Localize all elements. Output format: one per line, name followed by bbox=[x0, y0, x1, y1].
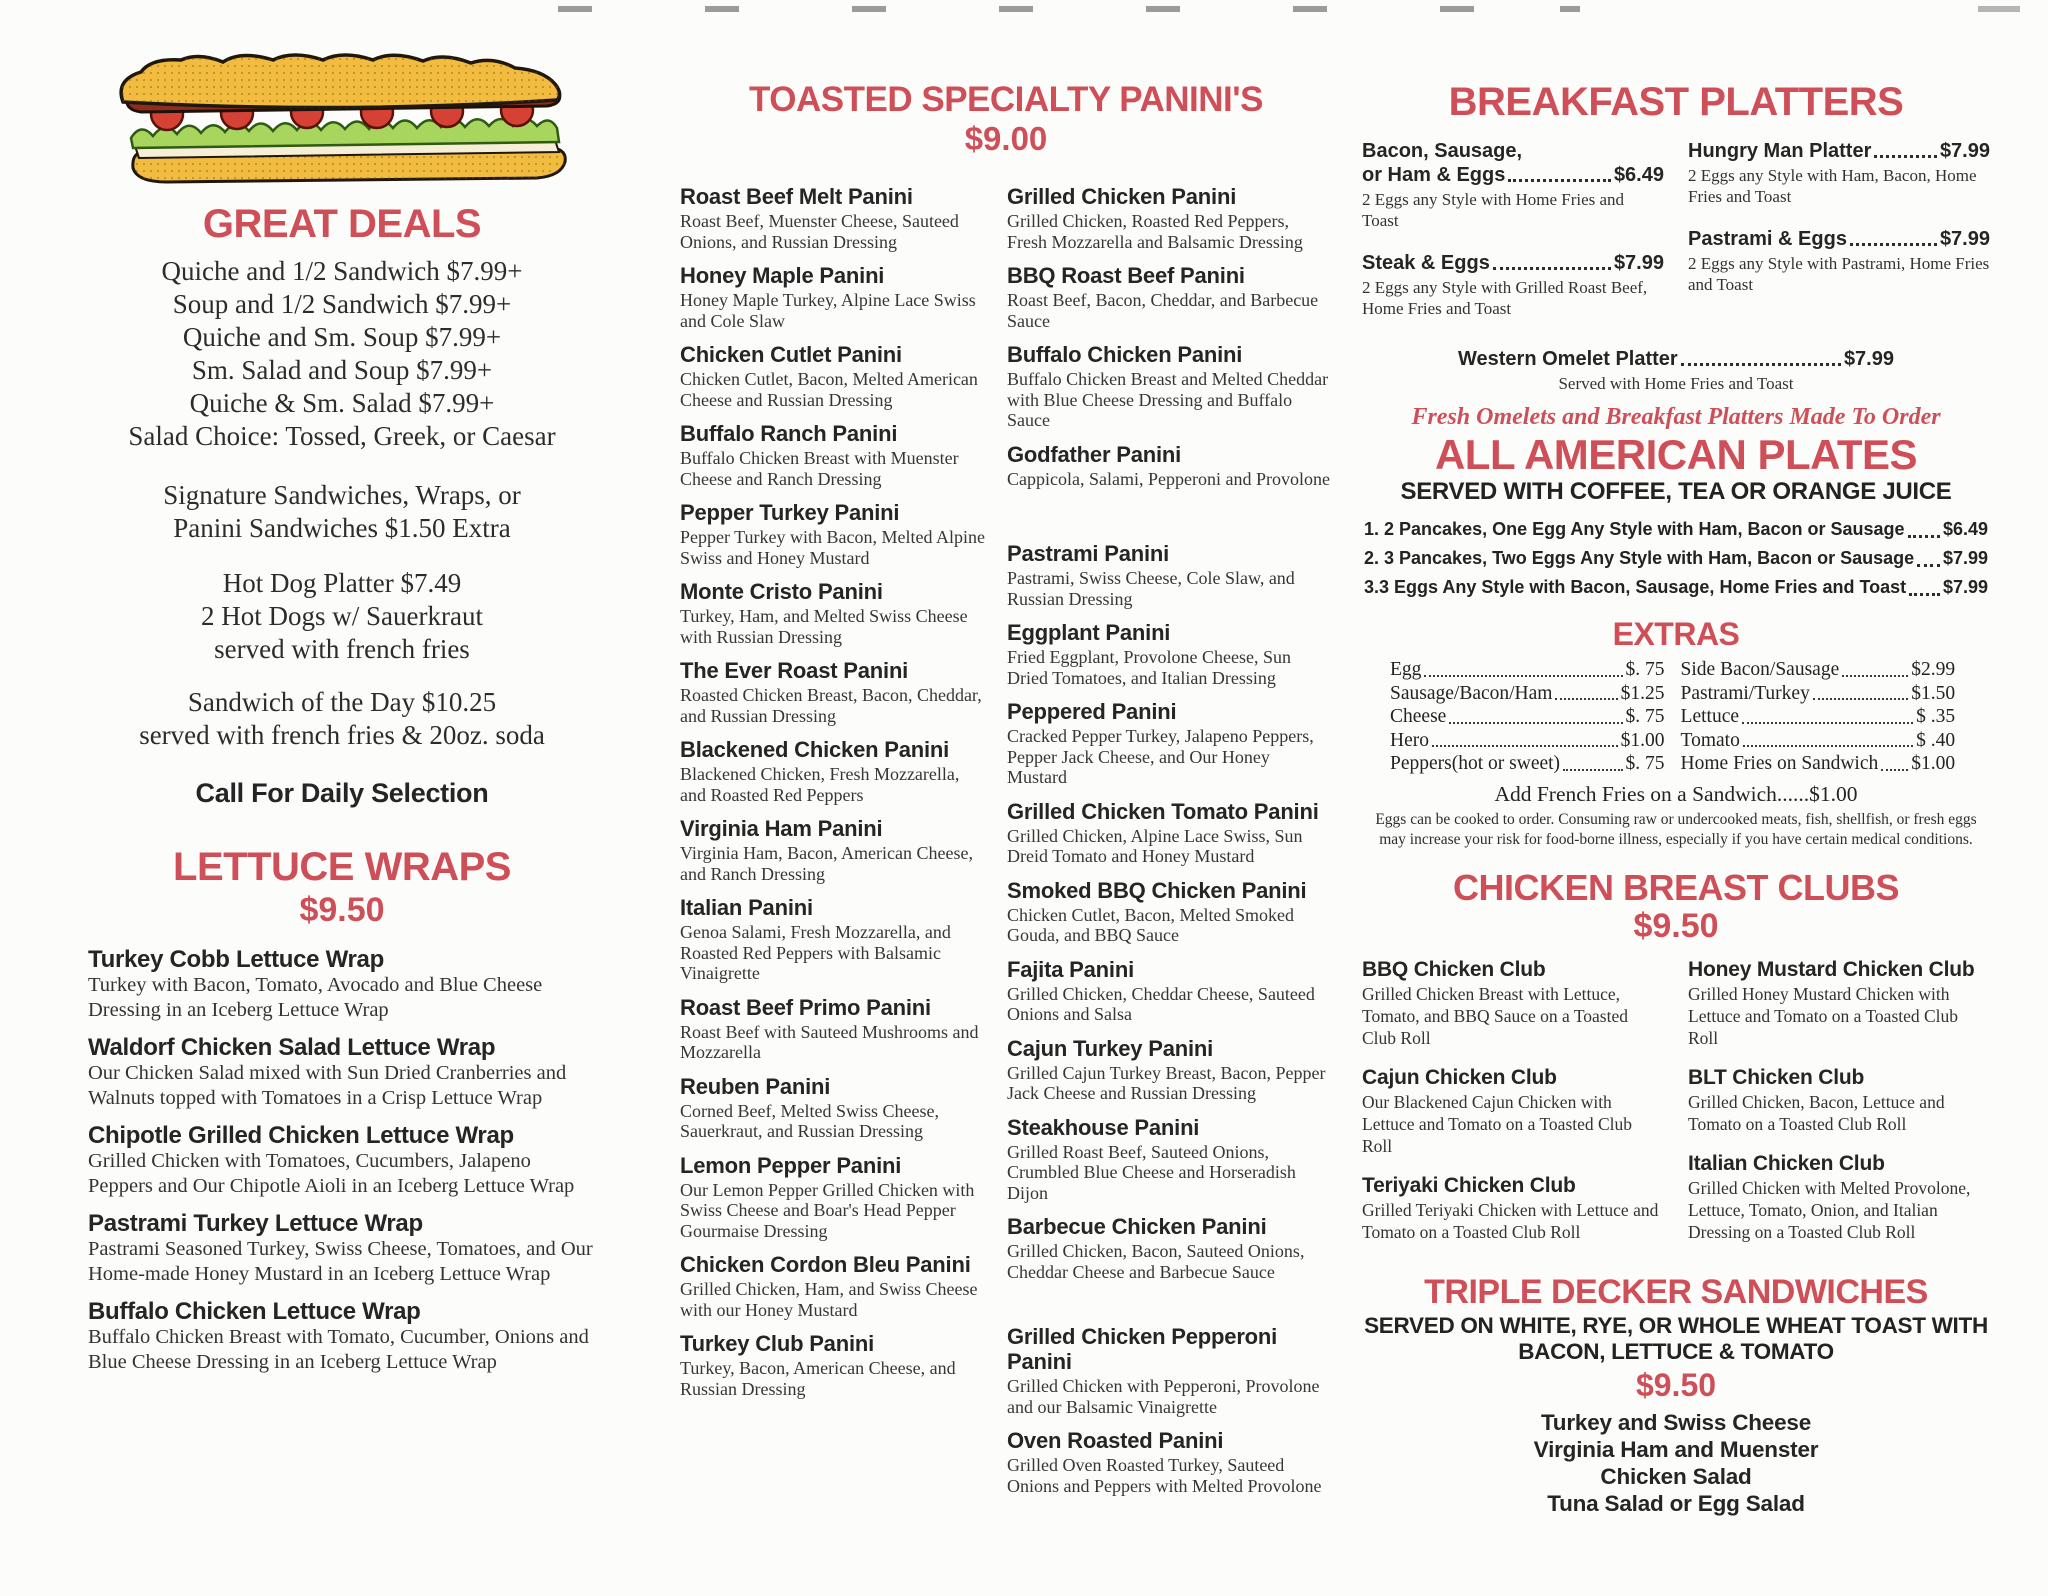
extras-price: $. 75 bbox=[1625, 659, 1665, 681]
item-name: Reuben Panini bbox=[680, 1073, 831, 1099]
extras-price: $1.50 bbox=[1911, 682, 1956, 704]
club-item bbox=[1362, 1065, 1662, 1157]
lettuce-wraps-heading: LETTUCE WRAPS bbox=[173, 844, 511, 889]
item-description: Turkey, Bacon, American Cheese, and Russian Dressing bbox=[680, 1358, 956, 1399]
item-description: Turkey, Ham, and Melted Swiss Cheese with Russian Dressing bbox=[680, 606, 968, 647]
panini-item bbox=[1007, 1428, 1332, 1496]
club-item bbox=[1688, 1065, 1988, 1135]
triple-decker-list bbox=[1362, 1409, 1990, 1517]
plate-price: $7.99 bbox=[1942, 576, 1988, 597]
breakfast-item-price: $7.99 bbox=[1939, 139, 1990, 162]
item-description: Our Blackened Cajun Chicken with Lettuce and Tomato on a Toasted Club Roll bbox=[1362, 1092, 1633, 1157]
item-description: Roast Beef with Sauteed Mushrooms and Mozzarella bbox=[680, 1021, 979, 1063]
panini-item bbox=[680, 995, 985, 1063]
breakfast-item-description: Served with Home Fries and Toast bbox=[1558, 373, 1794, 393]
extras-name: Peppers(hot or sweet) bbox=[1390, 753, 1561, 775]
panini-item bbox=[680, 658, 985, 726]
breakfast-item-description: 2 Eggs any Style with Grilled Roast Beef, Home Fries and Toast bbox=[1362, 277, 1648, 318]
all-american-heading: ALL AMERICAN PLATES bbox=[1434, 430, 1918, 478]
item-description: Grilled Cajun Turkey Breast, Bacon, Pepper Jack Cheese and Russian Dressing bbox=[1007, 1062, 1326, 1104]
plate-text: 1. 2 Pancakes, One Egg Any Style with Ham, Bacon or Sausage bbox=[1364, 518, 1905, 539]
extras-price: $1.00 bbox=[1620, 729, 1665, 751]
item-description: Roasted Chicken Breast, Bacon, Cheddar, and Russian Dressing bbox=[680, 685, 982, 726]
deal-line: Salad Choice: Tossed, Greek, or Caesar bbox=[128, 420, 556, 451]
panini-heading: TOASTED SPECIALTY PANINI'S bbox=[749, 80, 1263, 119]
lettuce-wrap-item bbox=[88, 1298, 596, 1375]
panini-item bbox=[1007, 541, 1332, 609]
item-name: Pastrami Panini bbox=[1007, 541, 1170, 567]
triple-decker-price: $9.50 bbox=[1635, 1366, 1717, 1403]
lettuce-wrap-item bbox=[88, 1034, 596, 1111]
extras-item bbox=[1390, 658, 1665, 682]
item-description: Grilled Chicken, Bacon, Lettuce and Tomato on a Toasted Club Roll bbox=[1688, 1092, 1945, 1135]
dot-leader bbox=[1432, 745, 1618, 747]
deal-line: Quiche and Sm. Soup $7.99+ bbox=[182, 321, 502, 352]
dot-leader bbox=[1508, 179, 1611, 182]
panini-column bbox=[680, 82, 1332, 1507]
extras-price: $ .40 bbox=[1916, 729, 1956, 751]
extras-item bbox=[1681, 705, 1956, 729]
item-description: Genoa Salami, Fresh Mozzarella, and Roasted Red Peppers with Balsamic Vinaigrette bbox=[680, 922, 951, 984]
panini-item bbox=[1007, 699, 1332, 788]
breakfast-item-pre: Bacon, Sausage, bbox=[1362, 139, 1523, 162]
item-name: Honey Maple Panini bbox=[680, 263, 885, 289]
dot-leader bbox=[1743, 745, 1913, 747]
deal-line: Panini Sandwiches $1.50 Extra bbox=[173, 512, 511, 543]
deal-line: Sandwich of the Day $10.25 bbox=[187, 686, 497, 717]
club-item bbox=[1688, 1151, 1988, 1243]
item-description: Turkey with Bacon, Tomato, Avocado and Blue Cheese Dressing in an Iceberg Lettuce Wrap bbox=[88, 974, 543, 1022]
item-name: Buffalo Chicken Panini bbox=[1007, 342, 1243, 368]
allergy-disclaimer: Eggs can be cooked to order. Consuming raw or undercooked meats, fish, shellfish, or fresh eggs may increase your risk for food-borne illness, especially if you have certain medical conditions. bbox=[1375, 810, 1977, 848]
deal-line: Quiche and 1/2 Sandwich $7.99+ bbox=[161, 255, 523, 286]
panini-price: $9.00 bbox=[964, 119, 1048, 157]
dot-leader bbox=[1681, 363, 1841, 366]
breakfast-item-description: 2 Eggs any Style with Home Fries and Toast bbox=[1362, 189, 1625, 230]
dot-leader bbox=[1908, 535, 1940, 538]
sub-sandwich-illustration bbox=[107, 50, 577, 190]
item-name: Turkey Club Panini bbox=[680, 1331, 875, 1357]
item-description: Chicken Cutlet, Bacon, Melted American Cheese and Russian Dressing bbox=[680, 369, 978, 410]
panini-item bbox=[680, 342, 985, 410]
extras-name: Tomato bbox=[1680, 729, 1740, 751]
item-description: Grilled Chicken, Roasted Red Peppers, Fresh Mozzarella and Balsamic Dressing bbox=[1007, 211, 1303, 252]
item-name: Virginia Ham Panini bbox=[680, 816, 883, 842]
add-french-fries-line: Add French Fries on a Sandwich......$1.00 bbox=[1494, 781, 1858, 806]
all-american-plates bbox=[1362, 515, 1990, 602]
item-name: Cajun Turkey Panini bbox=[1007, 1035, 1214, 1061]
panini-item bbox=[1007, 1214, 1332, 1282]
triple-decker-item: Tuna Salad or Egg Salad bbox=[1547, 1491, 1805, 1517]
item-name: Buffalo Chicken Lettuce Wrap bbox=[88, 1298, 421, 1326]
great-deals-heading: GREAT DEALS bbox=[202, 202, 482, 246]
item-name: Turkey Cobb Lettuce Wrap bbox=[88, 946, 384, 974]
item-description: Grilled Chicken with Tomatoes, Cucumbers, Jalapeno Peppers and Our Chipotle Aioli in an Iceberg Lettuce Wrap bbox=[88, 1150, 575, 1198]
item-description: Blackened Chicken, Fresh Mozzarella, and Roasted Red Peppers bbox=[680, 764, 960, 805]
dot-leader bbox=[1881, 769, 1908, 771]
dot-leader bbox=[1813, 698, 1908, 700]
panini-item bbox=[680, 579, 985, 647]
item-name: Peppered Panini bbox=[1007, 699, 1177, 725]
deal-line: served with french fries & 20oz. soda bbox=[139, 719, 545, 750]
right-column bbox=[1362, 82, 1990, 1517]
breakfast-item-description: 2 Eggs any Style with Ham, Bacon, Home Fries and Toast bbox=[1688, 165, 1977, 206]
item-name: Grilled Chicken Tomato Panini bbox=[1007, 798, 1319, 824]
item-description: Pepper Turkey with Bacon, Melted Alpine Swiss and Honey Mustard bbox=[680, 527, 985, 568]
breakfast-item-price: $7.99 bbox=[1613, 251, 1664, 274]
item-name: BBQ Roast Beef Panini bbox=[1007, 263, 1245, 289]
breakfast-item-price: $6.49 bbox=[1613, 163, 1664, 186]
item-name: Eggplant Panini bbox=[1007, 620, 1171, 646]
panini-item bbox=[1007, 263, 1332, 331]
item-name: Italian Panini bbox=[680, 895, 813, 921]
item-name: Grilled Chicken Pepperoni Panini bbox=[1007, 1324, 1278, 1375]
extras-name: Sausage/Bacon/Ham bbox=[1390, 682, 1553, 704]
item-description: Buffalo Chicken Breast with Muenster Cheese and Ranch Dressing bbox=[680, 448, 959, 489]
item-description: Virginia Ham, Bacon, American Cheese, and Ranch Dressing bbox=[680, 843, 974, 884]
item-description: Our Lemon Pepper Grilled Chicken with Swiss Cheese and Boar's Head Pepper Gourmaise Dressing bbox=[680, 1179, 975, 1241]
lettuce-wrap-item bbox=[88, 1210, 596, 1287]
extras-name: Side Bacon/Sausage bbox=[1680, 659, 1840, 681]
item-description: Roast Beef, Bacon, Cheddar, and Barbecue Sauce bbox=[1007, 290, 1319, 331]
dot-leader bbox=[1842, 675, 1908, 677]
item-name: Smoked BBQ Chicken Panini bbox=[1007, 877, 1307, 903]
call-for-daily-selection: Call For Daily Selection bbox=[195, 777, 489, 808]
item-description: Roast Beef, Muenster Cheese, Sauteed Onions, and Russian Dressing bbox=[680, 211, 959, 252]
sandwich-of-the-day-deal bbox=[88, 686, 596, 752]
plate-line bbox=[1364, 573, 1988, 602]
dot-leader bbox=[1874, 155, 1937, 158]
lettuce-wrap-item bbox=[88, 946, 596, 1023]
item-description: Cracked Pepper Turkey, Jalapeno Peppers, Pepper Jack Cheese, and Our Honey Mustard bbox=[1007, 726, 1314, 788]
item-name: Roast Beef Melt Panini bbox=[680, 184, 913, 210]
clubs-column-2 bbox=[1688, 957, 1988, 1259]
extras-name: Egg bbox=[1390, 659, 1422, 681]
extras-name: Pastrami/Turkey bbox=[1680, 682, 1810, 704]
item-description: Grilled Chicken, Cheddar Cheese, Sauteed Onions and Salsa bbox=[1007, 983, 1315, 1025]
item-description: Buffalo Chicken Breast with Tomato, Cucumber, Onions and Blue Cheese Dressing in an Iceberg Lettuce Wrap bbox=[88, 1326, 589, 1374]
item-description: Buffalo Chicken Breast and Melted Cheddar with Blue Cheese Dressing and Buffalo Sauce bbox=[1007, 369, 1329, 431]
extras-price: $1.00 bbox=[1911, 753, 1956, 775]
deal-line: Signature Sandwiches, Wraps, or bbox=[163, 479, 521, 510]
plate-price: $6.49 bbox=[1942, 518, 1988, 539]
breakfast-column-left bbox=[1362, 139, 1664, 339]
dot-leader bbox=[1563, 769, 1623, 771]
plate-line bbox=[1364, 544, 1988, 573]
panini-item bbox=[680, 1252, 985, 1320]
item-description: Grilled Chicken, Ham, and Swiss Cheese with our Honey Mustard bbox=[680, 1279, 978, 1320]
extras-name: Hero bbox=[1390, 729, 1429, 751]
signature-extra-note bbox=[88, 479, 596, 545]
item-name: Fajita Panini bbox=[1007, 956, 1134, 982]
extras-name: Lettuce bbox=[1680, 706, 1740, 728]
panini-item bbox=[680, 1153, 985, 1242]
breakfast-item-price: $7.99 bbox=[1843, 347, 1894, 370]
panini-item bbox=[1007, 1115, 1332, 1204]
clubs-column-1 bbox=[1362, 957, 1662, 1259]
item-name: Cajun Chicken Club bbox=[1362, 1066, 1557, 1090]
panini-item bbox=[680, 816, 985, 884]
item-description: Grilled Roast Beef, Sauteed Onions, Crumbled Blue Cheese and Horseradish Dijon bbox=[1007, 1141, 1296, 1203]
plate-text: 3.3 Eggs Any Style with Bacon, Sausage, Home Fries and Toast bbox=[1364, 576, 1907, 597]
item-name: Chipotle Grilled Chicken Lettuce Wrap bbox=[88, 1122, 514, 1150]
extras-price: $ .35 bbox=[1916, 706, 1956, 728]
deal-line: Sm. Salad and Soup $7.99+ bbox=[191, 354, 493, 385]
item-name: Godfather Panini bbox=[1007, 441, 1182, 467]
item-description: Grilled Honey Mustard Chicken with Lettuce and Tomato on a Toasted Club Roll bbox=[1688, 984, 1959, 1049]
item-name: BBQ Chicken Club bbox=[1362, 958, 1546, 982]
extras-price: $1.25 bbox=[1620, 682, 1665, 704]
breakfast-item-name: Western Omelet Platter bbox=[1458, 347, 1678, 370]
breakfast-item bbox=[1688, 139, 1990, 207]
panini-item bbox=[680, 1074, 985, 1142]
dot-leader bbox=[1555, 698, 1617, 700]
panini-item bbox=[680, 184, 985, 252]
panini-item bbox=[1007, 342, 1332, 431]
panini-item bbox=[1007, 957, 1332, 1025]
extras-item bbox=[1390, 682, 1665, 706]
item-description: Grilled Chicken with Melted Provolone, Lettuce, Tomato, Onion, and Italian Dressing on a Toasted Club Roll bbox=[1688, 1178, 1971, 1243]
item-name: Waldorf Chicken Salad Lettuce Wrap bbox=[88, 1034, 496, 1062]
panini-item bbox=[680, 263, 985, 331]
item-name: Buffalo Ranch Panini bbox=[680, 421, 898, 447]
item-name: Lemon Pepper Panini bbox=[680, 1152, 902, 1178]
extras-item bbox=[1390, 752, 1665, 776]
extras-item bbox=[1681, 752, 1956, 776]
extras-item bbox=[1681, 658, 1956, 682]
dot-leader bbox=[1917, 564, 1940, 567]
deal-line: Soup and 1/2 Sandwich $7.99+ bbox=[172, 288, 512, 319]
extras-item bbox=[1681, 729, 1956, 753]
item-name: Chicken Cordon Bleu Panini bbox=[680, 1252, 971, 1278]
item-description: Pastrami, Swiss Cheese, Cole Slaw, and Russian Dressing bbox=[1007, 568, 1295, 609]
item-description: Fried Eggplant, Provolone Cheese, Sun Dried Tomatoes, and Italian Dressing bbox=[1007, 647, 1291, 688]
chicken-clubs-heading: CHICKEN BREAST CLUBS bbox=[1452, 866, 1899, 908]
panini-item bbox=[1007, 799, 1332, 867]
panini-item bbox=[1007, 1324, 1332, 1417]
extras-name: Cheese bbox=[1390, 706, 1447, 728]
panini-column-2 bbox=[1007, 184, 1332, 1507]
breakfast-item-name: Hungry Man Platter bbox=[1688, 139, 1872, 162]
panini-item bbox=[1007, 184, 1332, 252]
triple-decker-heading: TRIPLE DECKER SANDWICHES bbox=[1424, 1273, 1928, 1312]
extras-price: $. 75 bbox=[1625, 753, 1665, 775]
dot-leader bbox=[1449, 722, 1622, 724]
dot-leader bbox=[1493, 267, 1611, 270]
extras-item bbox=[1390, 705, 1665, 729]
item-description: Grilled Chicken Breast with Lettuce, Tomato, and BBQ Sauce on a Toasted Club Roll bbox=[1362, 984, 1628, 1049]
breakfast-item-description: 2 Eggs any Style with Pastrami, Home Fries and Toast bbox=[1688, 253, 1990, 294]
triple-decker-item: Chicken Salad bbox=[1600, 1464, 1752, 1490]
breakfast-item bbox=[1688, 227, 1990, 295]
breakfast-item bbox=[1362, 251, 1664, 319]
club-item bbox=[1688, 957, 1988, 1049]
extras-item bbox=[1681, 682, 1956, 706]
breakfast-column-right bbox=[1688, 139, 1990, 339]
item-name: Chicken Cutlet Panini bbox=[680, 342, 902, 368]
item-description: Corned Beef, Melted Swiss Cheese, Sauerkraut, and Russian Dressing bbox=[680, 1100, 939, 1142]
panini-item bbox=[680, 895, 985, 984]
item-name: Monte Cristo Panini bbox=[680, 579, 883, 605]
panini-item bbox=[680, 421, 985, 489]
item-description: Honey Maple Turkey, Alpine Lace Swiss and Cole Slaw bbox=[680, 290, 976, 331]
panini-item bbox=[1007, 878, 1332, 946]
panini-item bbox=[1007, 442, 1332, 490]
panini-item bbox=[680, 737, 985, 805]
all-american-subtitle: SERVED WITH COFFEE, TEA OR ORANGE JUICE bbox=[1400, 477, 1952, 505]
breakfast-item-name: Steak & Eggs bbox=[1362, 251, 1490, 274]
extras-item bbox=[1390, 729, 1665, 753]
item-name: Roast Beef Primo Panini bbox=[680, 994, 931, 1020]
breakfast-item bbox=[1362, 139, 1664, 231]
chicken-clubs-price: $9.50 bbox=[1633, 907, 1719, 946]
deal-line: Quiche & Sm. Salad $7.99+ bbox=[189, 387, 495, 418]
plate-line bbox=[1364, 515, 1988, 544]
item-name: Steakhouse Panini bbox=[1007, 1114, 1200, 1140]
breakfast-item-price: $7.99 bbox=[1939, 227, 1990, 250]
left-column bbox=[88, 50, 596, 1386]
western-omelet-item bbox=[1458, 347, 1894, 394]
plate-price: $7.99 bbox=[1942, 547, 1988, 568]
deal-line: Hot Dog Platter $7.49 bbox=[222, 567, 462, 598]
plate-text: 2. 3 Pancakes, Two Eggs Any Style with Ham, Bacon or Sausage bbox=[1364, 547, 1915, 568]
extras-name: Home Fries on Sandwich bbox=[1680, 753, 1879, 775]
extras-heading: EXTRAS bbox=[1612, 615, 1740, 652]
item-description: Grilled Chicken, Bacon, Sauteed Onions, Cheddar Cheese and Barbecue Sauce bbox=[1007, 1241, 1305, 1282]
item-description: Pastrami Seasoned Turkey, Swiss Cheese, Tomatoes, and Our Home-made Honey Mustard in an Iceberg Lettuce Wrap bbox=[88, 1238, 593, 1286]
club-item bbox=[1362, 1173, 1662, 1243]
lettuce-wrap-item bbox=[88, 1122, 596, 1199]
dot-leader bbox=[1850, 243, 1937, 246]
triple-decker-subtitle-2: BACON, LETTUCE & TOMATO bbox=[1518, 1338, 1834, 1364]
extras-column-1 bbox=[1390, 658, 1665, 776]
item-name: Italian Chicken Club bbox=[1688, 1152, 1885, 1176]
extras-price: $2.99 bbox=[1911, 659, 1956, 681]
deal-line: 2 Hot Dogs w/ Sauerkraut bbox=[201, 600, 483, 631]
item-description: Our Chicken Salad mixed with Sun Dried Cranberries and Walnuts topped with Tomatoes in a Crisp Lettuce Wrap bbox=[88, 1062, 567, 1110]
breakfast-platters-heading: BREAKFAST PLATTERS bbox=[1448, 80, 1904, 124]
item-name: Grilled Chicken Panini bbox=[1007, 184, 1237, 210]
hot-dog-platter-deal bbox=[88, 567, 596, 666]
deal-line: served with french fries bbox=[214, 633, 470, 664]
item-name: Blackened Chicken Panini bbox=[680, 737, 950, 763]
panini-item bbox=[680, 500, 985, 568]
item-description: Grilled Teriyaki Chicken with Lettuce and Tomato on a Toasted Club Roll bbox=[1362, 1200, 1659, 1243]
panini-item bbox=[1007, 1036, 1332, 1104]
breakfast-item-name: Pastrami & Eggs bbox=[1688, 227, 1847, 250]
item-description: Grilled Oven Roasted Turkey, Sauteed Onions and Peppers with Melted Provolone bbox=[1007, 1455, 1322, 1496]
triple-decker-item: Virginia Ham and Muenster bbox=[1533, 1437, 1819, 1463]
item-name: Barbecue Chicken Panini bbox=[1007, 1214, 1267, 1240]
item-name: Pastrami Turkey Lettuce Wrap bbox=[88, 1210, 423, 1238]
panini-column-1 bbox=[680, 184, 985, 1507]
dot-leader bbox=[1909, 593, 1940, 596]
item-name: Pepper Turkey Panini bbox=[680, 500, 900, 526]
dot-leader bbox=[1424, 675, 1622, 677]
item-description: Chicken Cutlet, Bacon, Melted Smoked Gouda, and BBQ Sauce bbox=[1007, 904, 1294, 946]
breakfast-item-name: or Ham & Eggs bbox=[1362, 163, 1506, 186]
lettuce-wraps-list bbox=[88, 946, 596, 1375]
item-name: The Ever Roast Panini bbox=[680, 658, 909, 684]
item-name: Oven Roasted Panini bbox=[1007, 1428, 1224, 1454]
club-item bbox=[1362, 957, 1662, 1049]
item-name: BLT Chicken Club bbox=[1688, 1066, 1865, 1090]
panini-item bbox=[680, 1331, 985, 1399]
panini-item bbox=[1007, 620, 1332, 688]
extras-price: $. 75 bbox=[1625, 706, 1665, 728]
great-deals-combos bbox=[88, 255, 596, 453]
dot-leader bbox=[1742, 722, 1913, 724]
lettuce-wraps-price: $9.50 bbox=[299, 890, 385, 929]
item-name: Honey Mustard Chicken Club bbox=[1688, 958, 1975, 982]
item-name: Teriyaki Chicken Club bbox=[1362, 1174, 1576, 1198]
item-description: Cappicola, Salami, Pepperoni and Provolone bbox=[1007, 468, 1330, 489]
item-description: Grilled Chicken, Alpine Lace Swiss, Sun Dreid Tomato and Honey Mustard bbox=[1007, 825, 1303, 867]
triple-decker-item: Turkey and Swiss Cheese bbox=[1540, 1410, 1812, 1436]
triple-decker-subtitle-1: SERVED ON WHITE, RYE, OR WHOLE WHEAT TOAST WITH bbox=[1364, 1312, 1988, 1338]
made-to-order-note: Fresh Omelets and Breakfast Platters Made To Order bbox=[1411, 403, 1941, 430]
item-description: Grilled Chicken with Pepperoni, Provolone and our Balsamic Vinaigrette bbox=[1007, 1376, 1320, 1417]
extras-column-2 bbox=[1681, 658, 1956, 776]
